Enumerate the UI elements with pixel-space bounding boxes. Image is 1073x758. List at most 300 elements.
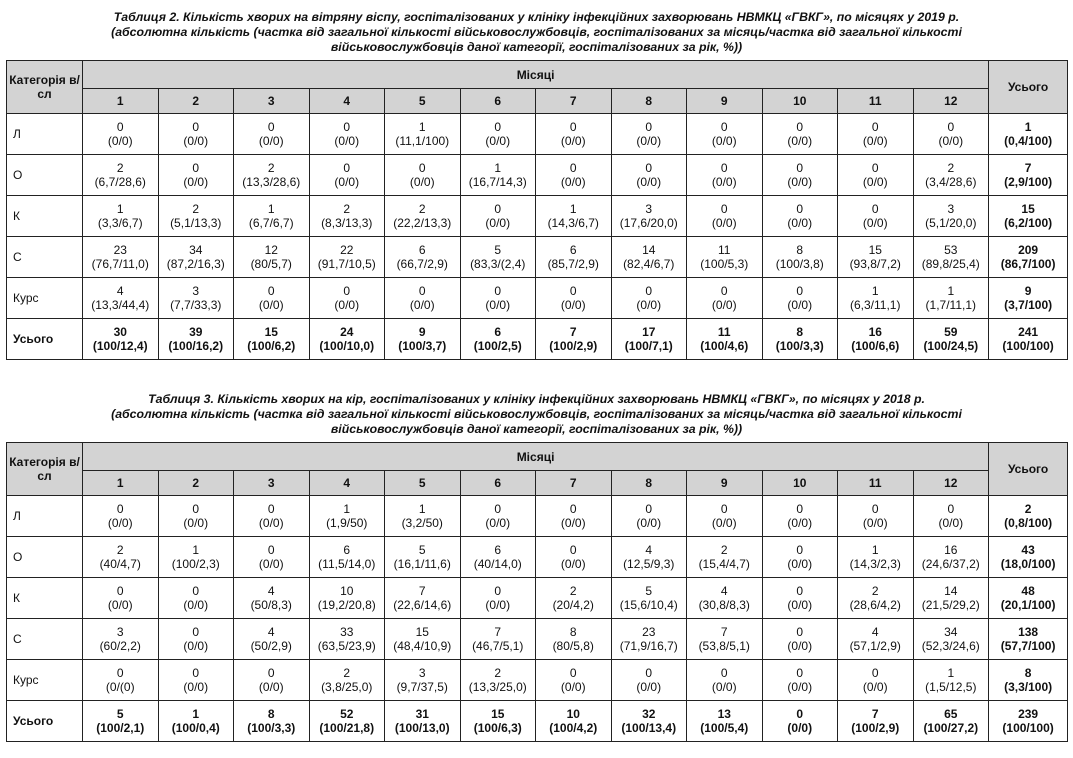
cell-count: 1 — [267, 202, 275, 216]
cell-count: 0 — [796, 284, 804, 298]
table2-caption-line3: військовослужбовців даної категорії, госпіталізованих за рік, %)) — [330, 40, 743, 54]
cell-share: (100/2,9) — [549, 339, 598, 353]
cell-share: (100/27,2) — [923, 721, 979, 735]
table-cell — [913, 319, 989, 360]
cell-count: 0 — [796, 120, 804, 134]
table-cell — [838, 578, 914, 619]
table-cell — [687, 537, 763, 578]
table-cell — [536, 660, 612, 701]
total-share: (3,7/100) — [1004, 298, 1053, 312]
cell-count: 0 — [494, 202, 502, 216]
table-cell — [460, 319, 536, 360]
cell-count: 7 — [494, 625, 502, 639]
table-cell — [687, 114, 763, 155]
table-cell — [687, 578, 763, 619]
total-cell — [989, 496, 1068, 537]
cell-count: 14 — [642, 243, 656, 257]
cell-share: (52,3/24,6) — [921, 639, 980, 653]
table-cell — [309, 155, 385, 196]
cell-share: (15,6/10,4) — [619, 598, 678, 612]
table-cell — [83, 278, 159, 319]
cell-count: 6 — [569, 243, 577, 257]
table-cell — [762, 319, 838, 360]
cell-count: 0 — [720, 120, 728, 134]
row-label: С — [7, 237, 83, 278]
cell-count: 1 — [192, 707, 200, 721]
cell-share: (0/0) — [787, 721, 813, 735]
table-cell — [762, 196, 838, 237]
cell-share: (0/0) — [560, 516, 586, 530]
table-row — [7, 114, 1068, 155]
cell-share: (0/0) — [409, 175, 435, 189]
month-header: 10 — [762, 471, 838, 496]
cell-share: (0/0) — [787, 298, 813, 312]
table-cell — [611, 319, 687, 360]
cell-count: 8 — [267, 707, 275, 721]
table-cell — [460, 660, 536, 701]
table-cell — [309, 278, 385, 319]
table-cell — [762, 155, 838, 196]
total-count: 2 — [1024, 502, 1032, 516]
row-label: О — [7, 537, 83, 578]
cell-count: 0 — [871, 666, 879, 680]
table-cell — [158, 496, 234, 537]
table-cell — [611, 496, 687, 537]
cell-count: 22 — [340, 243, 354, 257]
cell-count: 0 — [645, 666, 653, 680]
cell-count: 0 — [192, 584, 200, 598]
total-row — [7, 701, 1068, 742]
cell-count: 6 — [418, 243, 426, 257]
table-cell — [838, 196, 914, 237]
month-header: 10 — [762, 89, 838, 114]
cell-count: 9 — [418, 325, 426, 339]
table-cell — [309, 701, 385, 742]
table-cell — [913, 537, 989, 578]
table-cell — [687, 196, 763, 237]
total-cell — [989, 114, 1068, 155]
table-cell — [687, 660, 763, 701]
cell-count: 1 — [192, 543, 200, 557]
table-cell — [611, 278, 687, 319]
header-total: Усього — [989, 61, 1068, 114]
table-cell — [309, 114, 385, 155]
table-cell — [536, 319, 612, 360]
cell-share: (0/0) — [787, 216, 813, 230]
cell-share: (0/0) — [258, 516, 284, 530]
cell-count: 0 — [418, 161, 426, 175]
table-cell — [460, 278, 536, 319]
cell-count: 1 — [947, 284, 955, 298]
cell-count: 0 — [494, 584, 502, 598]
total-share: (0,8/100) — [1004, 516, 1053, 530]
cell-share: (100/2,5) — [473, 339, 522, 353]
table-cell — [83, 619, 159, 660]
total-share: (100/100) — [1002, 721, 1054, 735]
cell-share: (0/0) — [636, 175, 662, 189]
cell-share: (40/14,0) — [473, 557, 522, 571]
row-label: О — [7, 155, 83, 196]
cell-count: 0 — [720, 161, 728, 175]
table-cell — [536, 496, 612, 537]
cell-share: (0/0) — [787, 516, 813, 530]
table-cell — [309, 196, 385, 237]
table-cell — [309, 537, 385, 578]
cell-count: 0 — [494, 120, 502, 134]
row-label: Л — [7, 496, 83, 537]
table-cell — [385, 660, 461, 701]
cell-share: (0/0) — [485, 298, 511, 312]
cell-share: (82,4/6,7) — [623, 257, 675, 271]
cell-share: (0/0) — [560, 134, 586, 148]
cell-count: 0 — [192, 666, 200, 680]
table-cell — [536, 237, 612, 278]
table-cell — [158, 537, 234, 578]
table-cell — [460, 701, 536, 742]
cell-share: (46,7/5,1) — [472, 639, 524, 653]
cell-count: 24 — [340, 325, 354, 339]
cell-share: (100/3,8) — [775, 257, 824, 271]
table-cell — [913, 155, 989, 196]
cell-share: (0/0) — [636, 516, 662, 530]
cell-count: 15 — [491, 707, 505, 721]
cell-count: 0 — [494, 502, 502, 516]
cell-count: 10 — [566, 707, 580, 721]
cell-share: (100/2,9) — [851, 721, 900, 735]
table-cell — [83, 155, 159, 196]
cell-share: (100/5,3) — [700, 257, 749, 271]
cell-count: 0 — [871, 202, 879, 216]
table-cell — [385, 496, 461, 537]
cell-share: (0/0) — [258, 680, 284, 694]
total-count: 1 — [1024, 120, 1032, 134]
cell-count: 0 — [796, 202, 804, 216]
table-cell — [838, 701, 914, 742]
table-cell — [158, 578, 234, 619]
cell-share: (13,3/28,6) — [242, 175, 301, 189]
cell-share: (100/0,4) — [171, 721, 220, 735]
table-cell — [83, 578, 159, 619]
cell-count: 3 — [116, 625, 124, 639]
cell-share: (13,3/25,0) — [468, 680, 527, 694]
table-cell — [83, 196, 159, 237]
cell-count: 34 — [944, 625, 958, 639]
table-cell — [385, 196, 461, 237]
cell-share: (93,8/7,2) — [849, 257, 901, 271]
cell-count: 0 — [720, 502, 728, 516]
cell-count: 15 — [868, 243, 882, 257]
table-cell — [309, 578, 385, 619]
row-label: Усього — [7, 319, 83, 360]
table3-caption-line2: (абсолютна кількість (частка від загальної кількості військовослужбовців, госпіталізованих за місяць/частка від загальної кількості — [111, 407, 962, 421]
table-cell — [913, 660, 989, 701]
cell-count: 0 — [720, 666, 728, 680]
cell-share: (60/2,2) — [99, 639, 141, 653]
cell-count: 0 — [947, 120, 955, 134]
total-count: 9 — [1024, 284, 1032, 298]
month-header: 11 — [838, 89, 914, 114]
cell-share: (100/13,0) — [394, 721, 450, 735]
cell-count: 0 — [720, 284, 728, 298]
cell-count: 1 — [343, 502, 351, 516]
cell-count: 0 — [267, 120, 275, 134]
table-cell — [158, 319, 234, 360]
table-cell — [687, 278, 763, 319]
cell-share: (0/0) — [862, 175, 888, 189]
cell-count: 0 — [645, 502, 653, 516]
cell-count: 5 — [418, 543, 426, 557]
table-cell — [687, 701, 763, 742]
month-header: 7 — [536, 471, 612, 496]
table-cell — [762, 278, 838, 319]
cell-share: (0/0) — [107, 598, 133, 612]
cell-share: (5,1/20,0) — [925, 216, 977, 230]
cell-count: 0 — [796, 707, 804, 721]
table-cell — [83, 237, 159, 278]
table-cell — [762, 619, 838, 660]
cell-count: 5 — [494, 243, 502, 257]
cell-share: (0/0) — [183, 134, 209, 148]
table-cell — [158, 660, 234, 701]
cell-count: 2 — [116, 161, 124, 175]
cell-count: 6 — [494, 325, 502, 339]
cell-share: (7,7/33,3) — [170, 298, 222, 312]
row-label: Курс — [7, 278, 83, 319]
table-cell — [460, 578, 536, 619]
cell-count: 2 — [720, 543, 728, 557]
cell-count: 0 — [116, 666, 124, 680]
total-cell — [989, 537, 1068, 578]
cell-count: 0 — [569, 120, 577, 134]
total-cell — [989, 237, 1068, 278]
cell-share: (80/5,8) — [552, 639, 594, 653]
cell-count: 4 — [116, 284, 124, 298]
total-count: 43 — [1021, 543, 1035, 557]
month-header: 2 — [158, 89, 234, 114]
table-cell — [309, 619, 385, 660]
month-header: 5 — [385, 471, 461, 496]
header-row-month-numbers — [7, 471, 1068, 496]
cell-share: (1,7/11,1) — [925, 298, 977, 312]
cell-count: 53 — [944, 243, 958, 257]
cell-count: 0 — [569, 284, 577, 298]
cell-count: 0 — [418, 284, 426, 298]
cell-share: (3,4/28,6) — [925, 175, 977, 189]
total-share: (18,0/100) — [1000, 557, 1056, 571]
table-cell — [158, 114, 234, 155]
month-header: 7 — [536, 89, 612, 114]
total-count: 15 — [1021, 202, 1035, 216]
cell-count: 4 — [645, 543, 653, 557]
cell-count: 1 — [116, 202, 124, 216]
table-cell — [385, 319, 461, 360]
month-header: 12 — [913, 89, 989, 114]
cell-count: 0 — [267, 284, 275, 298]
month-header: 2 — [158, 471, 234, 496]
cell-count: 0 — [645, 161, 653, 175]
cell-count: 2 — [116, 543, 124, 557]
cell-count: 0 — [796, 502, 804, 516]
total-count: 241 — [1018, 325, 1039, 339]
cell-share: (13,3/44,4) — [91, 298, 150, 312]
cell-count: 0 — [569, 502, 577, 516]
table-cell — [536, 537, 612, 578]
table-cell — [83, 660, 159, 701]
table-cell — [385, 537, 461, 578]
cell-count: 0 — [645, 120, 653, 134]
cell-share: (1,9/50) — [326, 516, 368, 530]
cell-count: 0 — [192, 161, 200, 175]
cell-share: (21,5/29,2) — [921, 598, 980, 612]
cell-share: (100/6,2) — [247, 339, 296, 353]
table-cell — [385, 578, 461, 619]
table-cell — [234, 619, 310, 660]
row-label: Курс — [7, 660, 83, 701]
header-total: Усього — [989, 443, 1068, 496]
cell-count: 16 — [944, 543, 958, 557]
total-row — [7, 319, 1068, 360]
cell-share: (0/0) — [485, 598, 511, 612]
table-cell — [611, 155, 687, 196]
cell-count: 1 — [947, 666, 955, 680]
header-row-months — [7, 443, 1068, 471]
cell-share: (100/2,1) — [96, 721, 145, 735]
table-cell — [611, 196, 687, 237]
cell-share: (0/0) — [636, 298, 662, 312]
cell-share: (0/0) — [938, 134, 964, 148]
cell-share: (0/0) — [636, 134, 662, 148]
cell-share: (0/0) — [107, 134, 133, 148]
row-label: К — [7, 578, 83, 619]
cell-share: (100/16,2) — [168, 339, 224, 353]
cell-share: (0/0) — [485, 134, 511, 148]
cell-count: 4 — [267, 584, 275, 598]
cell-count: 31 — [415, 707, 429, 721]
cell-count: 2 — [947, 161, 955, 175]
table-row — [7, 496, 1068, 537]
total-cell — [989, 319, 1068, 360]
cell-count: 0 — [569, 543, 577, 557]
table-cell — [838, 319, 914, 360]
table-cell — [234, 237, 310, 278]
table-cell — [611, 578, 687, 619]
cell-count: 23 — [113, 243, 127, 257]
table-row — [7, 155, 1068, 196]
total-cell — [989, 619, 1068, 660]
table-cell — [158, 155, 234, 196]
cell-share: (0/0) — [787, 639, 813, 653]
cell-share: (100/6,6) — [851, 339, 900, 353]
cell-count: 7 — [871, 707, 879, 721]
cell-share: (20/4,2) — [552, 598, 594, 612]
cell-share: (100/13,4) — [621, 721, 677, 735]
cell-count: 0 — [494, 284, 502, 298]
month-header: 4 — [309, 471, 385, 496]
table-cell — [913, 578, 989, 619]
cell-count: 0 — [871, 161, 879, 175]
cell-share: (48,4/10,9) — [393, 639, 452, 653]
table2-caption-line1: Таблиця 2. Кількість хворих на вітряну віспу, госпіталізованих у клініку інфекційних захворювань НВМКЦ «ГВКГ», по місяцях у 2019 р. — [113, 10, 960, 24]
table-row — [7, 278, 1068, 319]
cell-count: 52 — [340, 707, 354, 721]
table-cell — [158, 619, 234, 660]
cell-share: (100/21,8) — [319, 721, 375, 735]
cell-count: 0 — [720, 202, 728, 216]
cell-count: 6 — [494, 543, 502, 557]
table-cell — [838, 619, 914, 660]
cell-count: 0 — [343, 120, 351, 134]
table-cell — [385, 237, 461, 278]
cell-share: (100/2,3) — [171, 557, 220, 571]
header-months: Місяці — [83, 61, 989, 89]
cell-count: 4 — [720, 584, 728, 598]
table-cell — [158, 237, 234, 278]
cell-share: (0/0) — [711, 298, 737, 312]
cell-count: 0 — [116, 120, 124, 134]
table-cell — [536, 278, 612, 319]
table-cell — [536, 619, 612, 660]
cell-count: 0 — [116, 502, 124, 516]
table-cell — [536, 155, 612, 196]
cell-share: (0/0) — [258, 557, 284, 571]
cell-count: 1 — [569, 202, 577, 216]
table-cell — [611, 114, 687, 155]
month-header: 8 — [611, 471, 687, 496]
table-cell — [234, 278, 310, 319]
cell-count: 5 — [116, 707, 124, 721]
cell-share: (100/6,3) — [473, 721, 522, 735]
table2-caption-line2: (абсолютна кількість (частка від загальної кількості військовослужбовців, госпіталізованих за місяць/частка від загальної кількості — [111, 25, 962, 39]
total-count: 7 — [1024, 161, 1032, 175]
cell-share: (17,6/20,0) — [619, 216, 678, 230]
cell-count: 8 — [569, 625, 577, 639]
cell-count: 12 — [264, 243, 278, 257]
table-cell — [460, 496, 536, 537]
cell-share: (1,5/12,5) — [925, 680, 977, 694]
month-header: 6 — [460, 471, 536, 496]
cell-share: (0/0) — [334, 298, 360, 312]
cell-share: (22,6/14,6) — [393, 598, 452, 612]
cell-count: 0 — [796, 666, 804, 680]
cell-share: (0/0) — [258, 298, 284, 312]
cell-share: (100/4,6) — [700, 339, 749, 353]
cell-share: (0/0) — [862, 516, 888, 530]
table-cell — [83, 701, 159, 742]
cell-count: 33 — [340, 625, 354, 639]
header-category: Категорія в/сл — [7, 61, 83, 114]
cell-count: 13 — [717, 707, 731, 721]
cell-count: 1 — [494, 161, 502, 175]
table-cell — [385, 278, 461, 319]
cell-count: 6 — [343, 543, 351, 557]
cell-share: (0/0) — [560, 175, 586, 189]
cell-share: (100/4,2) — [549, 721, 598, 735]
month-header: 3 — [234, 89, 310, 114]
table-cell — [611, 701, 687, 742]
month-header: 1 — [83, 471, 159, 496]
month-header: 5 — [385, 89, 461, 114]
table2-caption — [0, 10, 1073, 55]
table-cell — [158, 196, 234, 237]
table-cell — [913, 619, 989, 660]
cell-count: 30 — [113, 325, 127, 339]
total-cell — [989, 196, 1068, 237]
cell-share: (0/0) — [560, 557, 586, 571]
cell-count: 65 — [944, 707, 958, 721]
cell-count: 34 — [189, 243, 203, 257]
cell-share: (14,3/6,7) — [547, 216, 599, 230]
table-cell — [762, 237, 838, 278]
